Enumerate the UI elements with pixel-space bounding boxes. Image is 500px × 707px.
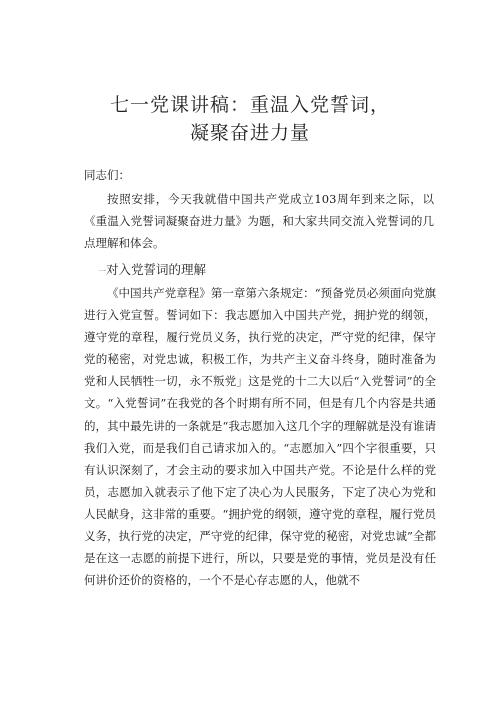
document-title-line-1: 七一党课讲稿：重温入党誓词，	[109, 94, 390, 116]
section-body-paragraph: 《中国共产党章程》第一章第六条规定：“预备党员必须面向党旗进行入党宣誓。誓词如下：我志愿加入中国共产党，拥护党的纲领，遵守党的章程，履行党员义务，执行党的决定，严守党的纪律，保守党的秘密，对党忠诚，积极工作，为共产主义奋斗终身，随时准备为党和人民牺牲一切，永不叛党」这是党的十二大以后“入党誓词”的全文。“入党誓词”在我党的各个时期有所不同，但是有几个内容是共通的，其中最先讲的一条就是“我志愿加入这几个字的理解就是没有谁请我们入党，而是我们自己请求加入的。“志愿加入”四个字很重要，只有认识深刻了，才会主动的要求加入中国共产党。不论是什么样的党员，志愿加入就表示了他下定了决心为人民服务，下定了决心为党和人民献身，这非常的重要。“拥护党的纲领，遵守党的章程，履行党员义务，执行党的决定，严守党的纪律，保守党的秘密，对党忠诚”全都是在这一志愿的前提下进行，所以，只要是党的事情，党员是没有任何讲价还价的资格的，一个不是心存志愿的人，他就不	[84, 286, 436, 588]
section-heading	[98, 260, 206, 278]
document-title-line-2: 凝聚奋进力量	[189, 122, 310, 144]
greeting: 同志们：	[84, 168, 130, 182]
section-number: 一	[98, 267, 106, 276]
intro-paragraph: 按照安排，今天我就借中国共产党成立103周年到来之际，以《重温入党誓词凝聚奋进力量》为题，和大家共同交流入党誓词的几点理解和体会。	[84, 192, 434, 250]
section-heading-text: 对入党誓词的理解	[106, 262, 207, 277]
